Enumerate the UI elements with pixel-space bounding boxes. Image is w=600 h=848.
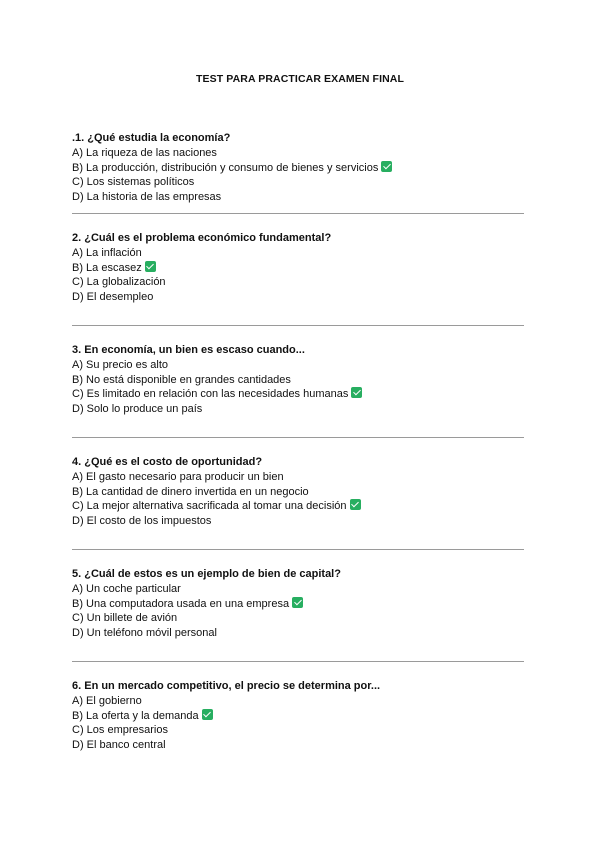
check-mark-icon xyxy=(381,161,392,172)
divider xyxy=(72,549,524,550)
option: B) La cantidad de dinero invertida en un negocio xyxy=(72,485,309,498)
check-mark-icon xyxy=(351,387,362,398)
document-title: TEST PARA PRACTICAR EXAMEN FINAL xyxy=(196,73,404,85)
question-5 xyxy=(72,567,532,640)
option: D) Un teléfono móvil personal xyxy=(72,626,217,639)
question-title: 5. ¿Cuál de estos es un ejemplo de bien de capital? xyxy=(72,568,341,580)
check-mark-icon xyxy=(292,597,303,608)
option: D) Solo lo produce un país xyxy=(72,402,203,415)
divider xyxy=(72,437,524,438)
divider xyxy=(72,213,524,214)
option: A) Un coche particular xyxy=(72,583,181,595)
option: A) La riqueza de las naciones xyxy=(72,147,217,159)
question-title: .1. ¿Qué estudia la economía? xyxy=(72,132,231,144)
option: B) La producción, distribución y consumo de bienes y servicios xyxy=(72,161,532,176)
option: C) Un billete de avión xyxy=(72,612,178,625)
option: C) Los sistemas políticos xyxy=(72,176,195,189)
option: D) La historia de las empresas xyxy=(72,190,222,203)
option: B) La oferta y la demanda xyxy=(72,709,532,724)
question-2 xyxy=(72,231,532,304)
check-mark-icon xyxy=(350,499,361,510)
question-title: 2. ¿Cuál es el problema económico fundamental? xyxy=(72,232,332,244)
check-mark-icon xyxy=(145,261,156,272)
option: D) El banco central xyxy=(72,738,166,751)
option: C) La mejor alternativa sacrificada al tomar una decisión xyxy=(72,499,532,514)
question-1 xyxy=(72,131,532,204)
option: C) Es limitado en relación con las necesidades humanas xyxy=(72,387,532,402)
check-mark-icon xyxy=(202,709,213,720)
option: A) La inflación xyxy=(72,247,142,259)
divider xyxy=(72,661,524,662)
question-3 xyxy=(72,343,532,416)
divider xyxy=(72,325,524,326)
option: A) El gobierno xyxy=(72,695,142,707)
question-4 xyxy=(72,455,532,528)
question-title: 4. ¿Qué es el costo de oportunidad? xyxy=(72,456,263,468)
question-6 xyxy=(72,679,532,752)
option: C) La globalización xyxy=(72,276,166,289)
option: A) Su precio es alto xyxy=(72,359,168,371)
question-title: 6. En un mercado competitivo, el precio se determina por... xyxy=(72,680,381,692)
option: B) No está disponible en grandes cantidades xyxy=(72,373,291,386)
question-title: 3. En economía, un bien es escaso cuando... xyxy=(72,344,305,356)
option: B) Una computadora usada en una empresa xyxy=(72,597,532,612)
option: B) La escasez xyxy=(72,261,532,276)
option: A) El gasto necesario para producir un bien xyxy=(72,471,284,483)
option: D) El costo de los impuestos xyxy=(72,514,212,527)
option: D) El desempleo xyxy=(72,290,154,303)
option: C) Los empresarios xyxy=(72,724,168,737)
